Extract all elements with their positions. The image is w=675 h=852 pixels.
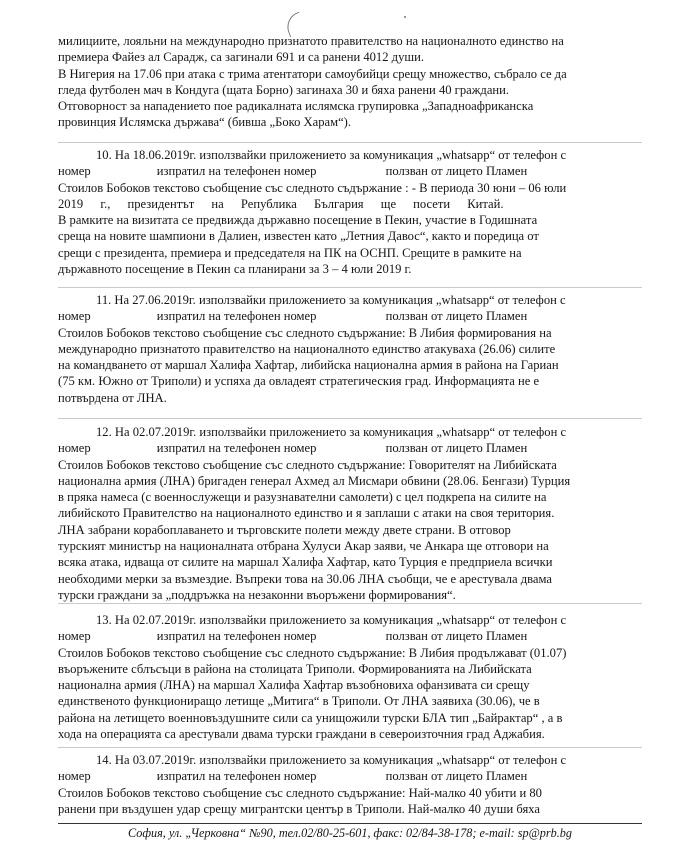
separator [58,603,642,604]
entry-line: 13. На 02.07.2019г. използвайки приложението за комуникация „whatsapp“ от телефон с [96,613,567,627]
entry-line: Стоилов Бобоков текстово съобщение със следното съдържание: Говорителят на Либийската [58,457,557,472]
entry-line: 11. На 27.06.2019г. използвайки приложението за комуникация „whatsapp“ от телефон с [96,293,566,307]
entry-line: района на летището военновъздушните сили са унищожили турски БЛА тип „Байрактар“ , а в [58,710,563,725]
intro-line: милициите, лояльни на международно признатото правителство на националното единство на [58,34,564,48]
intro-line: премиера Файез ал Сарадж, са загинали 691 и са ранени 4012 души. [58,50,424,65]
entry-line: турският министър на националната отбрана Хулуси Акар заяви, че Анкара ще отговори на [58,539,549,554]
entry-line: национална армия (ЛНА) бригаден генерал Ахмед ал Мисмари обвини (28.06. Бенгази) Турция [58,473,571,488]
page-footer: София, ул. „Черковна“ №90, тел.02/80-25-601, факс: 02/84-38-178; e-mail: sp@prb.bg [128,826,572,840]
entry-line: всяка атака, идваща от силите на маршал Халифа Хафтар, като Турция е предприела всички [58,555,553,570]
entry-line: потвърдена от ЛНА. [58,390,167,405]
entry-line: Стоилов Бобоков текстово съобщение със следното съдържание: В Либия формирования на [58,325,552,340]
entry-line: либийското Правителство на националното единство и я заплаши с атаки на своя територия. [58,506,555,521]
entry-line: хода на операцията са арестували двама турски граждани в североизточния град Аджабия. [58,727,545,742]
separator [58,418,642,419]
entry-line: международно признатото правителство на националното единство атакуваха (26.06) силите [58,341,556,356]
entry-12 [58,424,642,603]
entry-line: 10. На 18.06.2019г. използвайки приложението за комуникация „whatsapp“ от телефон с [96,148,567,162]
entry-line: 2019 г., президентът на Република България ще посети Китай. [58,196,504,211]
entry-line: 14. На 03.07.2019г. използвайки приложението за комуникация „whatsapp“ от телефон с [96,753,567,767]
entry-line: Стоилов Бобоков текстово съобщение със следното съдържание: Най-малко 40 убити и 80 [58,785,542,800]
entry-line: въоръжените сблъсъци в района на столицата Триполи. Формированията на Либийската [58,661,532,676]
separator [58,142,642,143]
entry-line: номер изпратил на телефонен номер ползван от лицето Пламен [58,629,528,644]
entry-line: необходими мерки за възмездие. Въпреки това на 30.06 ЛНА съобщи, че е арестувала двама [58,571,552,586]
intro-line: В Нигерия на 17.06 при атака с трима атентатори самоубийци срещу множество, събрало се да [58,66,567,81]
entry-line: номер изпратил на телефонен номер ползван от лицето Пламен [58,164,528,179]
entry-line: единственото функциониращо летище „Митига“ в Триполи. От ЛНА заявиха (30.06), че в [58,694,540,709]
entry-line: ЛНА забрани корабоплаването и търговските полети между двете страни. В отговор [58,522,511,537]
separator [58,747,642,748]
entry-13 [58,612,642,742]
entry-line: номер изпратил на телефонен номер ползван от лицето Пламен [58,309,528,324]
entry-line: номер изпратил на телефонен номер ползван от лицето Пламен [58,769,528,784]
entry-line: среща на новите шампиони в Далиен, известен като „Летния Давос“, както и поредица от [58,229,539,244]
entry-line: турски граждани за „поддръжка на незаконни въоръжени формирования“. [58,587,456,602]
entry-line: на командването от маршал Халифа Хафтар, либийска национална армия в района на Гариан [58,358,559,373]
entry-line: Стоилов Бобоков текстово съобщение със следното съдържание : - В периода 30 юни – 06 юли [58,180,567,195]
scan-speck [404,16,406,18]
entry-line: Стоилов Бобоков текстово съобщение със следното съдържание: В Либия продължават (01.07) [58,645,567,660]
entry-line: национална армия (ЛНА) на маршал Халифа Хафтар възобновиха офанзивата си срещу [58,678,530,693]
entry-line: в пряка намеса (с военнослужещи и разузнавателни самолети) с цел подкрепа на силите на [58,490,547,505]
entry-line: срещи с президента, премиера и председателя на ПК на ОСНП. Срещите в рамките на [58,245,522,260]
entry-line: В рамките на визитата се предвижда държавно посещение в Пекин, участие в Годишната [58,213,538,228]
entry-10 [58,147,642,277]
entry-line: ранени при въздушен удар срещу мигрантски център в Триполи. Най-малко 40 души бяха [58,801,540,816]
intro-line: гледа футболен мач в Кондуга (щата Борно) загинаха 30 и бяха ранени 40 граждани. [58,82,510,97]
entry-line: (75 км. Южно от Триполи) и успяха да овладеят стратегическия град. Информацията не е [58,374,540,389]
intro-paragraph [58,33,642,131]
intro-line: провинция Ислямска държава“ (бивша „Боко Харам“). [58,115,352,130]
intro-line: Отговорност за нападението пое радикалната ислямска групировка „Западноафриканска [58,99,534,114]
footer-rule [58,823,642,824]
entry-line: номер изпратил на телефонен номер ползван от лицето Пламен [58,441,528,456]
entry-14 [58,752,642,817]
entry-line: държавното посещение в Пекин са планирани за 3 – 4 юли 2019 г. [58,262,412,277]
entry-11 [58,292,642,406]
entry-line: 12. На 02.07.2019г. използвайки приложението за комуникация „whatsapp“ от телефон с [96,425,567,439]
separator [58,287,642,288]
